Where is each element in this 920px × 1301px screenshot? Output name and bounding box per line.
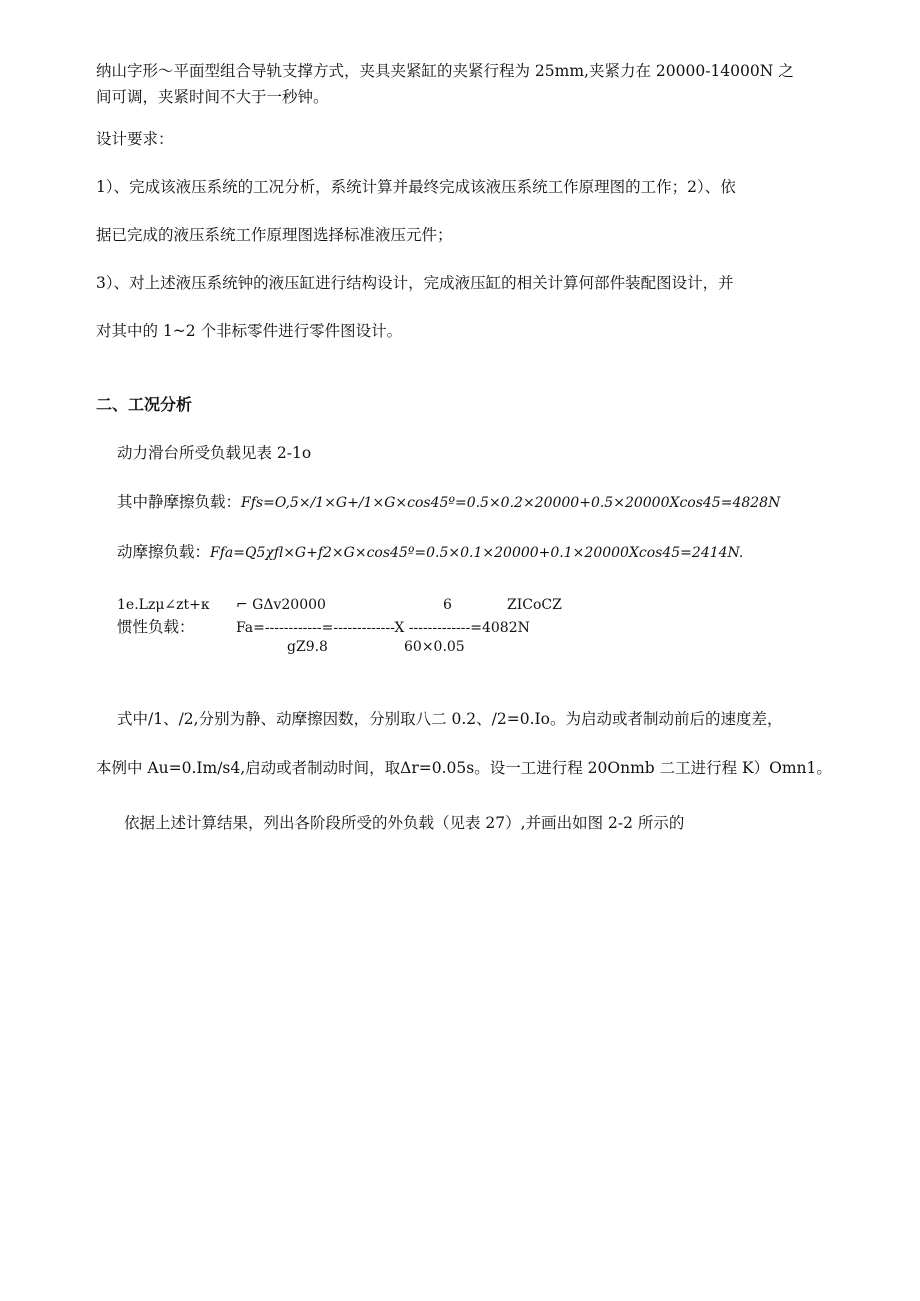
explanation-line-3: 依据上述计算结果，列出各阶段所受的外负载（见表 27）,并画出如图 2-2 所示的	[124, 814, 685, 832]
requirement-item-1-cont: 据已完成的液压系统工作原理图选择标准液压元件；	[96, 226, 453, 244]
inertia-top-six: 6	[443, 597, 452, 613]
dynamic-friction-label: 动摩擦负载：	[117, 543, 211, 561]
static-friction-label: 其中静摩擦负载：	[117, 493, 242, 511]
inertia-top-mid: ⌐ GΔv20000	[236, 597, 326, 613]
static-friction-formula: Ffs=O,5×/1×G+/1×G×cos45º=0.5×0.2×20000+0.5×20000Xcos45=4828N	[241, 495, 781, 511]
inertia-top-left: 1e.Lzμ∠zt+κ	[117, 597, 210, 613]
section-heading: 二、工况分析	[96, 395, 193, 414]
explanation-line-1: 式中/1、/2,分别为静、动摩擦因数，分别取八二 0.2、/2=0.Io。为启动或者制动前后的速度差，	[117, 710, 783, 728]
requirements-title: 设计要求：	[96, 130, 174, 148]
paragraph-line: 纳山字形～平面型组合导轨支撑方式，夹具夹紧缸的夹紧行程为 25mm,夹紧力在 20000-14000N 之	[96, 62, 794, 80]
static-friction-line	[117, 492, 780, 513]
inertia-bottom-left: gZ9.8	[287, 639, 328, 655]
dynamic-friction-line	[117, 542, 743, 563]
explanation-line-2: 本例中 Au=0.Im∕s4,启动或者制动时间，取Δr=0.05s。设一工进行程 20Onmb 二工进行程 K）Omn1。	[96, 759, 832, 777]
requirement-item-1: 1）、完成该液压系统的工况分析，系统计算并最终完成该液压系统工作原理图的工作；2）、依	[96, 178, 736, 196]
paragraph-line: 间可调，夹紧时间不大于一秒钟。	[96, 88, 329, 106]
inertia-formula: Fa=------------=-------------X -------------=4082N	[236, 620, 530, 636]
inertia-top-right: ZICoCZ	[507, 597, 562, 613]
dynamic-friction-formula: Ffa=Q5χfl×G+f2×G×cos45º=0.5×0.1×20000+0.1×20000Xcos45=2414N.	[210, 545, 744, 561]
load-table-intro: 动力滑台所受负载见表 2-1o	[117, 444, 312, 462]
requirement-item-3: 3）、对上述液压系统钟的液压缸进行结构设计，完成液压缸的相关计算何部件装配图设计，并	[96, 274, 734, 292]
requirement-item-3-cont: 对其中的 1~2 个非标零件进行零件图设计。	[96, 322, 403, 340]
inertia-bottom-right: 60×0.05	[404, 639, 465, 655]
inertia-label: 惯性负载：	[117, 618, 195, 636]
